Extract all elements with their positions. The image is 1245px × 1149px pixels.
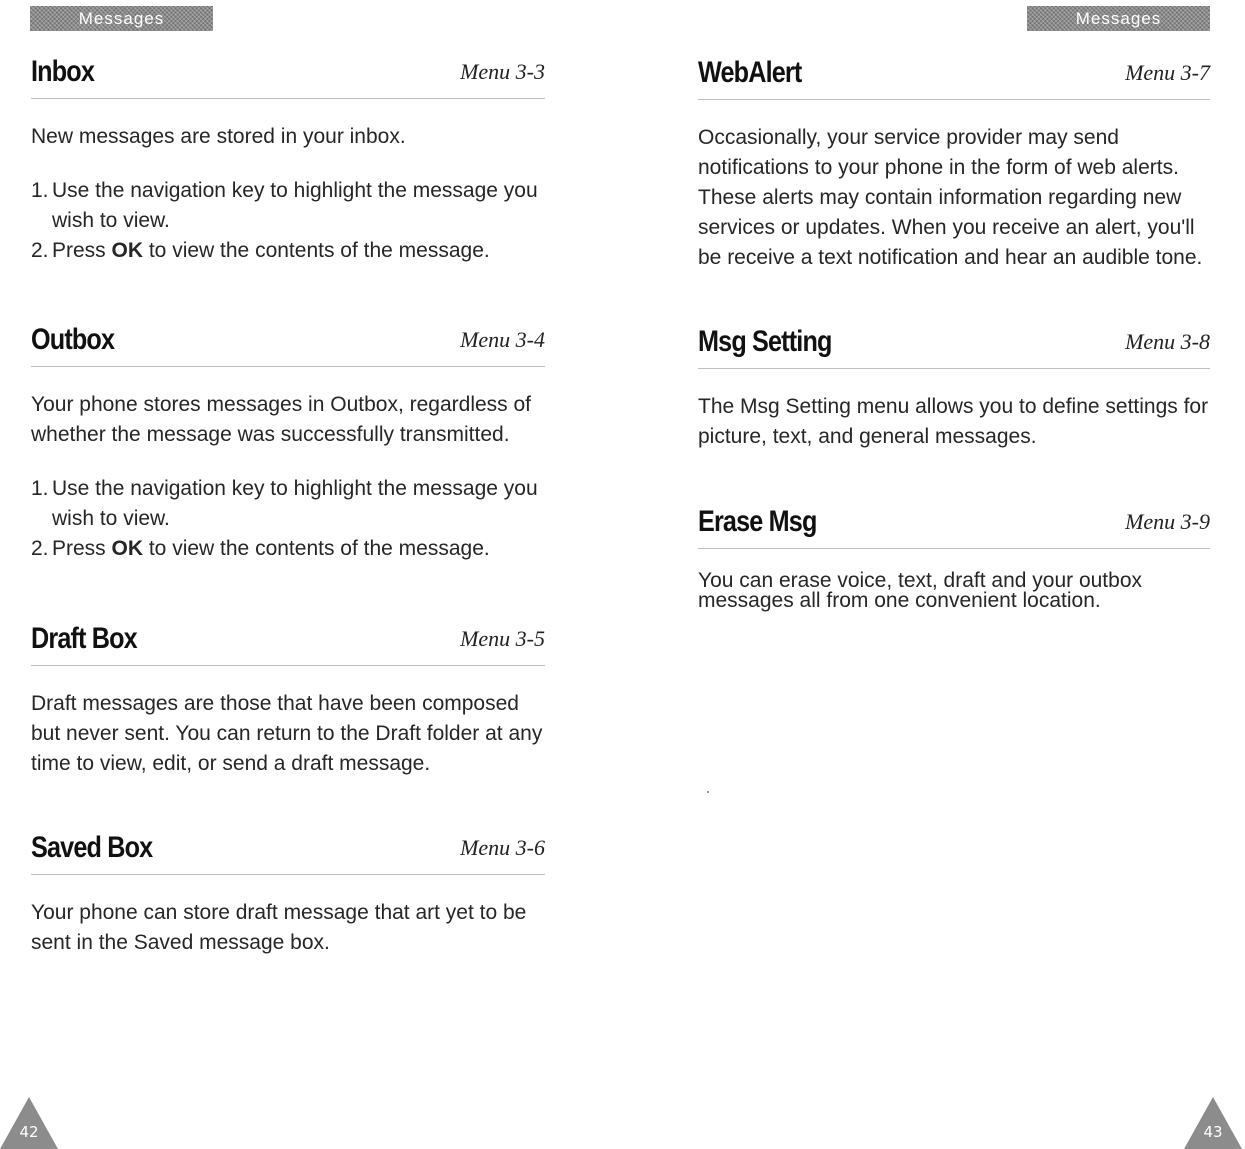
section-header (31, 323, 545, 367)
section-header (698, 505, 1210, 549)
section-draft-box (31, 622, 545, 779)
section-intro: Your phone stores messages in Outbox, regardless of whether the message was successfully transmitted. (31, 393, 532, 446)
step-text-post: to view the contents of the message. (143, 239, 490, 262)
step-number: 2. (31, 239, 49, 262)
section-header (31, 831, 545, 875)
section-outbox (31, 323, 545, 564)
page-number: 42 (19, 1123, 39, 1141)
section-intro: Your phone can store draft message that art yet to be sent in the Saved message box. (31, 901, 527, 954)
section-header (31, 55, 545, 99)
section-intro: New messages are stored in your inbox. (31, 125, 406, 148)
section-body (31, 689, 545, 779)
section-saved-box (31, 831, 545, 958)
menu-reference: Menu 3-7 (1125, 60, 1210, 85)
section-title: WebAlert (698, 56, 802, 89)
section-title: Draft Box (31, 622, 137, 655)
section-title: Outbox (31, 323, 115, 356)
step-number: 1. (31, 179, 49, 202)
ok-key-label: OK (111, 239, 144, 262)
step-list (31, 176, 545, 266)
section-erase-msg (698, 505, 1210, 612)
step-text-pre: Press (52, 537, 112, 560)
section-body (31, 898, 545, 958)
step-text-post: to view the contents of the message. (143, 537, 490, 560)
section-intro: Draft messages are those that have been composed but never sent. You can return to the Draft folder at any time to view, edit, or send a draft message. (31, 692, 543, 775)
section-intro: You can erase voice, text, draft and your outbox messages all from one convenient location. (698, 569, 1143, 612)
section-header (698, 325, 1210, 369)
section-webalert (698, 56, 1210, 273)
section-title: Saved Box (31, 831, 153, 864)
step-item (31, 176, 545, 236)
ok-key-label: OK (111, 537, 144, 560)
section-body (31, 390, 545, 564)
section-title: Erase Msg (698, 505, 817, 538)
menu-reference: Menu 3-5 (460, 626, 545, 651)
section-intro: The Msg Setting menu allows you to define settings for picture, text, and general messages. (698, 395, 1209, 448)
step-text-pre: Press (52, 239, 112, 262)
left-page (0, 0, 622, 1149)
section-title: Inbox (31, 55, 94, 88)
scan-speck (707, 791, 709, 793)
section-body (698, 571, 1210, 611)
section-msg-setting (698, 325, 1210, 452)
page-number: 43 (1203, 1123, 1223, 1141)
menu-reference: Menu 3-4 (460, 327, 545, 352)
step-item (31, 474, 545, 534)
menu-reference: Menu 3-8 (1125, 329, 1210, 354)
section-body (31, 122, 545, 266)
section-body (698, 392, 1210, 452)
menu-reference: Menu 3-9 (1125, 509, 1210, 534)
menu-reference: Menu 3-6 (460, 835, 545, 860)
section-body (698, 123, 1210, 273)
step-item (31, 534, 545, 564)
step-number: 1. (31, 477, 49, 500)
section-header (31, 622, 545, 666)
right-page (622, 0, 1245, 1149)
section-header (698, 56, 1210, 100)
header-tab: Messages (1027, 6, 1210, 31)
step-text: Use the navigation key to highlight the message you wish to view. (52, 179, 538, 232)
step-number: 2. (31, 537, 49, 560)
section-inbox (31, 55, 545, 266)
step-list (31, 474, 545, 564)
section-title: Msg Setting (698, 325, 832, 358)
menu-reference: Menu 3-3 (460, 59, 545, 84)
step-item (31, 236, 545, 266)
header-tab: Messages (30, 6, 213, 31)
step-text: Use the navigation key to highlight the message you wish to view. (52, 477, 538, 530)
section-intro: Occasionally, your service provider may send notifications to your phone in the form of web alerts. These alerts may contain information regarding new services or updates. When you receive an alert, you'll be receive a text notification and hear an audible tone. (698, 126, 1203, 269)
